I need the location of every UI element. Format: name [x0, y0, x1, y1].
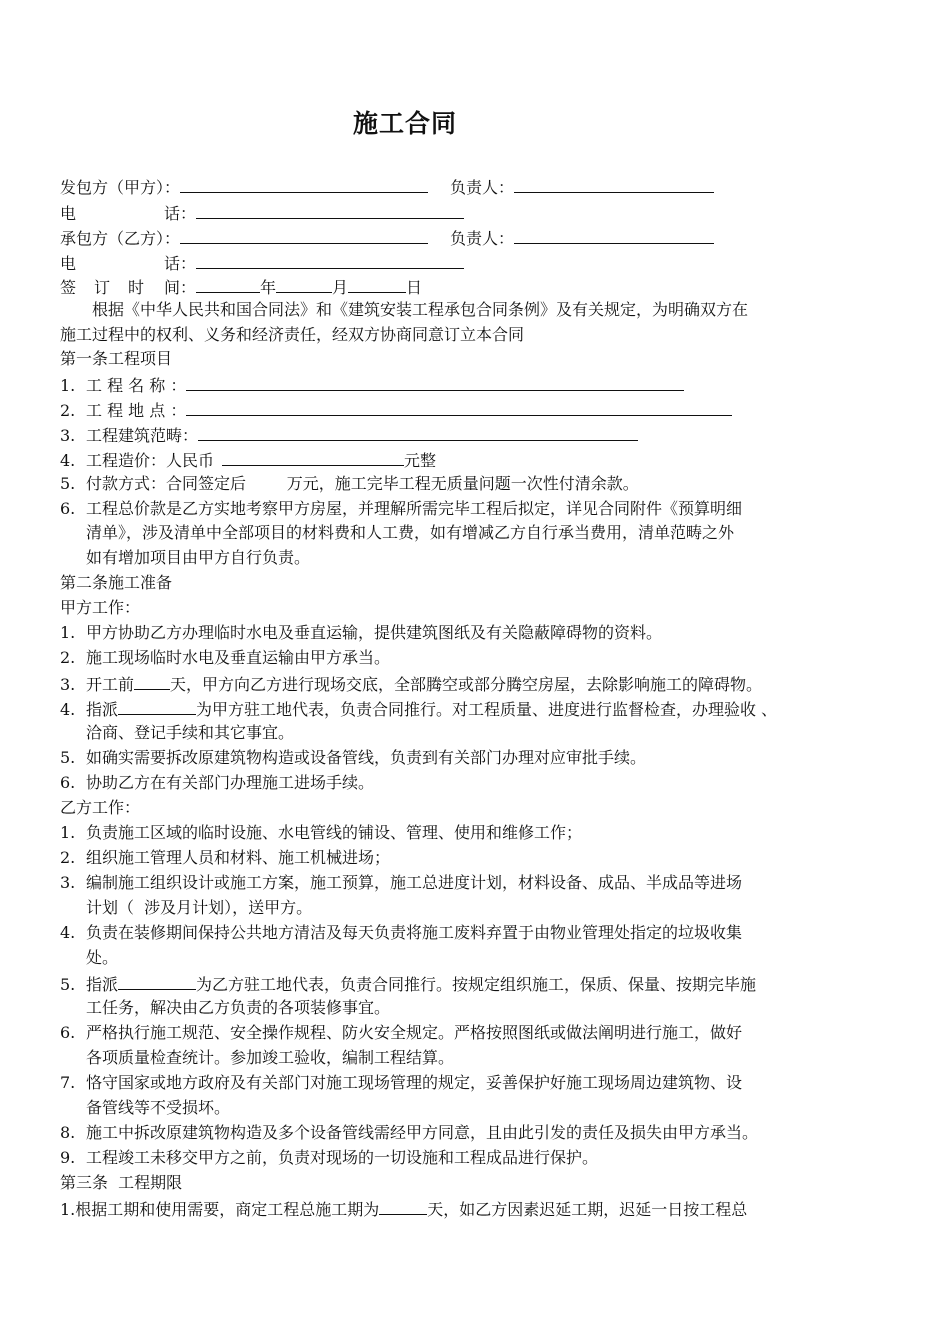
party-b-duty-3	[60, 871, 742, 895]
sec1-item-6-line-1	[60, 497, 742, 521]
item-number: 5.	[60, 748, 76, 767]
item-number: 2.	[60, 648, 76, 667]
party-b-label: 承包方（乙方）：	[60, 229, 181, 248]
item-number: 1.	[60, 376, 76, 395]
project-scope-label: 工程建筑范畴：	[86, 426, 199, 445]
item-number: 3.	[60, 873, 76, 892]
sec3-item-1	[60, 1196, 747, 1220]
party-b-principal-label: 负责人：	[450, 229, 515, 248]
sign-label-4: 间：	[164, 278, 197, 297]
duty-text: 编制施工组织设计或施工方案，施工预算，施工总进度计划，材料设备、成品、半成品等进场	[86, 873, 743, 892]
party-a-duty-2	[60, 646, 390, 670]
party-a-duty-4	[60, 696, 777, 720]
party-b-duty-6	[60, 1021, 742, 1045]
day-label: 日	[406, 278, 423, 297]
party-b-principal-blank[interactable]	[514, 225, 714, 244]
sign-label-3: 时	[128, 278, 145, 297]
item-number: 2.	[60, 848, 76, 867]
project-scope-blank[interactable]	[198, 422, 638, 441]
party-a-phone-row	[60, 200, 464, 224]
year-blank[interactable]	[196, 274, 260, 293]
duty-text: 施工现场临时水电及垂直运输由甲方承当。	[86, 648, 391, 667]
sec1-item-2	[60, 397, 732, 421]
item-number: 6.	[60, 499, 76, 518]
party-b-duty-4	[60, 921, 742, 945]
sign-date-row	[60, 274, 422, 298]
duty-text-post: 为乙方驻工地代表，负责合同推行。按规定组织施工，保质、保量、按期完毕施	[196, 975, 757, 994]
item-number: 3.	[60, 675, 76, 694]
sign-label-1: 签	[60, 278, 77, 297]
duty-text-pre: 指派	[86, 700, 119, 719]
project-cost-blank[interactable]	[222, 447, 404, 466]
item-number: 9.	[60, 1148, 76, 1167]
party-b-duty-9	[60, 1146, 598, 1170]
total-price-text-1: 工程总价款是乙方实地考察甲方房屋，并理解所需完毕工程后拟定，详见合同附件《预算明细	[86, 499, 743, 518]
sec1-item-5	[60, 472, 639, 496]
party-a-duties-heading: 甲方工作：	[60, 598, 141, 617]
period-text-pre: 1.根据工期和使用需要，商定工程总施工期为	[60, 1200, 380, 1219]
party-a-blank[interactable]	[180, 174, 428, 193]
party-b-duty-6-line-2: 各项质量检查统计。参加竣工验收，编制工程结算。	[86, 1048, 455, 1067]
duty-text: 严格执行施工规范、安全操作规程、防火安全规定。严格按照图纸或做法阐明进行施工，做好	[86, 1023, 743, 1042]
party-b-blank[interactable]	[180, 225, 428, 244]
payment-method-text: 付款方式：合同签定后 万元，施工完毕工程无质量问题一次性付清余款。	[86, 474, 639, 493]
duty-text-post: 为甲方驻工地代表，负责合同推行。对工程质量、进度进行监督检查，办理验收 、	[196, 700, 778, 719]
party-a-duty-4-line-2: 洽商、登记手续和其它事宜。	[86, 723, 295, 742]
party-a-duty-1	[60, 621, 662, 645]
project-cost-label: 工程造价：人民币	[86, 451, 215, 470]
party-b-duty-5-line-2: 工任务，解决由乙方负责的各项装修事宜。	[86, 998, 391, 1017]
total-price-text-3: 如有增加项目由甲方自行负责。	[86, 548, 311, 567]
section-3-heading: 第三条 工程期限	[60, 1173, 183, 1192]
phone-label-char-1: 电	[60, 204, 77, 223]
section-1-heading: 第一条工程项目	[60, 349, 173, 368]
duty-text-pre: 指派	[86, 975, 119, 994]
phone-label-char-2b: 话：	[164, 254, 197, 273]
party-a-duty-3	[60, 671, 762, 695]
project-location-label: 工 程 地 点 ：	[86, 401, 187, 420]
document-title: 施工合同	[352, 109, 457, 138]
item-number: 4.	[60, 923, 76, 942]
phone-label-char-1b: 电	[60, 254, 77, 273]
item-number: 4.	[60, 451, 76, 470]
duty-text-post: 天，甲方向乙方进行现场交底，全部腾空或部分腾空房屋，去除影响施工的障碍物。	[170, 675, 763, 694]
duty-text: 施工中拆改原建筑物构造及多个设备管线需经甲方同意，且由此引发的责任及损失由甲方承当。	[86, 1123, 759, 1142]
days-blank[interactable]	[134, 671, 170, 690]
party-b-duty-7-line-2: 备管线等不受损坏。	[86, 1098, 231, 1117]
party-b-phone-blank[interactable]	[196, 250, 464, 269]
project-name-label: 工 程 名 称 ：	[86, 376, 187, 395]
party-a-principal-label: 负责人：	[450, 178, 515, 197]
duty-text: 负责在装修期间保持公共地方清洁及每天负责将施工废料弃置于由物业管理处指定的垃圾收集	[86, 923, 743, 942]
duty-text: 恪守国家或地方政府及有关部门对施工现场管理的规定，妥善保护好施工现场周边建筑物、设	[86, 1073, 743, 1092]
intro-line-1: 根据《中华人民共和国合同法》和《建筑安装工程承包合同条例》及有关规定，为明确双方在	[92, 300, 749, 319]
party-b-row	[60, 225, 714, 249]
party-b-duty-2	[60, 846, 390, 870]
party-a-duty-5	[60, 746, 646, 770]
duty-text: 工程竣工未移交甲方之前，负责对现场的一切设施和工程成品进行保护。	[86, 1148, 599, 1167]
party-b-duty-5	[60, 971, 756, 995]
project-name-blank[interactable]	[186, 372, 684, 391]
item-number: 3.	[60, 426, 76, 445]
sec1-item-3	[60, 422, 638, 446]
item-number: 7.	[60, 1073, 76, 1092]
party-b-duty-7	[60, 1071, 742, 1095]
duty-text: 如确实需要拆改原建筑物构造或设备管线，负责到有关部门办理对应审批手续。	[86, 748, 647, 767]
item-number: 5.	[60, 474, 76, 493]
project-location-blank[interactable]	[186, 397, 732, 416]
month-label: 月	[332, 278, 349, 297]
period-text-post: 天，如乙方因素迟延工期，迟延一日按工程总	[427, 1200, 748, 1219]
party-b-rep-blank[interactable]	[118, 971, 196, 990]
duty-text: 协助乙方在有关部门办理施工进场手续。	[86, 773, 375, 792]
duty-text: 组织施工管理人员和材料、施工机械进场；	[86, 848, 391, 867]
total-price-text-2: 清单》，涉及清单中全部项目的材料费和人工费，如有增减乙方自行承当费用，清单范畴之外	[86, 523, 735, 542]
party-a-label: 发包方（甲方）：	[60, 178, 181, 197]
party-a-rep-blank[interactable]	[118, 696, 196, 715]
item-number: 2.	[60, 401, 76, 420]
party-a-row	[60, 174, 714, 198]
party-b-duties-heading: 乙方工作：	[60, 798, 141, 817]
item-number: 6.	[60, 1023, 76, 1042]
total-days-blank[interactable]	[379, 1196, 427, 1215]
year-label: 年	[260, 278, 277, 297]
item-number: 6.	[60, 773, 76, 792]
party-b-duty-8	[60, 1121, 758, 1145]
party-b-phone-row	[60, 250, 464, 274]
item-number: 5.	[60, 975, 76, 994]
duty-text: 甲方协助乙方办理临时水电及垂直运输，提供建筑图纸及有关隐蔽障碍物的资料。	[86, 623, 663, 642]
sec1-item-4	[60, 447, 436, 471]
day-blank[interactable]	[348, 274, 406, 293]
party-a-principal-blank[interactable]	[514, 174, 714, 193]
party-b-duty-1	[60, 821, 582, 845]
duty-text-pre: 开工前	[86, 675, 135, 694]
item-number: 1.	[60, 823, 76, 842]
item-number: 1.	[60, 623, 76, 642]
party-b-duty-4-line-2: 处。	[86, 948, 119, 967]
duty-text: 负责施工区域的临时设施、水电管线的铺设、管理、使用和维修工作；	[86, 823, 583, 842]
month-blank[interactable]	[276, 274, 332, 293]
project-cost-unit: 元整	[404, 451, 437, 470]
party-b-duty-3-line-2: 计划（ 涉及月计划），送甲方。	[86, 898, 313, 917]
party-a-phone-blank[interactable]	[196, 200, 464, 219]
sec1-item-1	[60, 372, 684, 396]
item-number: 8.	[60, 1123, 76, 1142]
section-2-heading: 第二条施工准备	[60, 573, 173, 592]
intro-line-2: 施工过程中的权利、义务和经济责任，经双方协商同意订立本合同	[60, 325, 525, 344]
item-number: 4.	[60, 700, 76, 719]
sign-label-2: 订	[94, 278, 111, 297]
party-a-duty-6	[60, 771, 374, 795]
phone-label-char-2: 话：	[164, 204, 197, 223]
